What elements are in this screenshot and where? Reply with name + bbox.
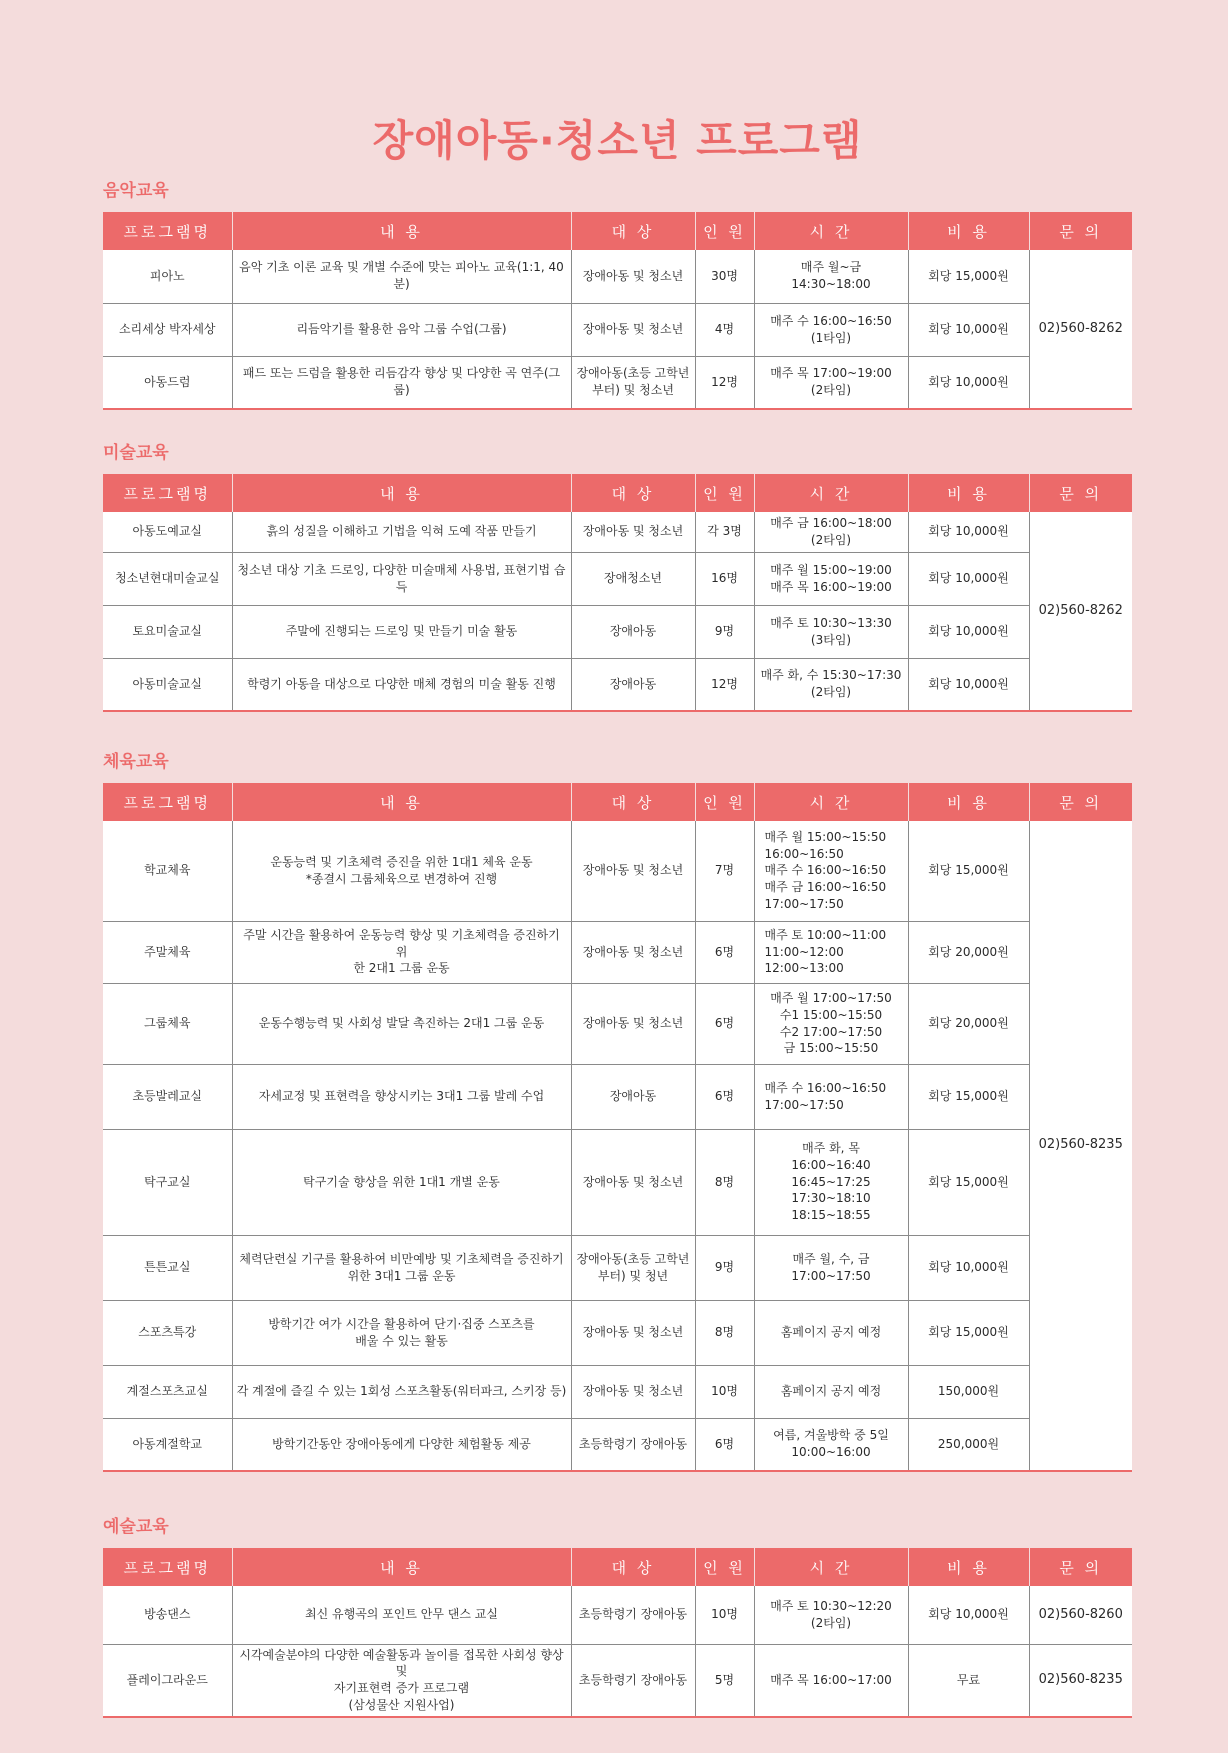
section-music xyxy=(103,180,1132,410)
program-target: 장애아동 및 청소년 xyxy=(571,303,695,356)
program-content: 주말에 진행되는 드로잉 및 만들기 미술 활동 xyxy=(232,605,571,658)
program-table xyxy=(103,783,1132,1472)
program-target: 장애아동 xyxy=(571,605,695,658)
program-target: 초등학령기 장애아동 xyxy=(571,1418,695,1471)
program-cost: 회당 10,000원 xyxy=(908,356,1029,409)
program-cost: 회당 10,000원 xyxy=(908,1586,1029,1644)
program-name: 스포츠특강 xyxy=(103,1300,232,1365)
program-name: 학교체육 xyxy=(103,821,232,921)
section-title: 미술교육 xyxy=(103,443,169,463)
program-cost: 회당 15,000원 xyxy=(908,1064,1029,1129)
program-target: 초등학령기 장애아동 xyxy=(571,1586,695,1644)
program-content: 탁구기술 향상을 위한 1대1 개별 운동 xyxy=(232,1129,571,1235)
header-content: 내 용 xyxy=(232,783,571,821)
program-time: 매주 월 15:00~19:00 매주 목 16:00~19:00 xyxy=(754,552,908,605)
contact-phone: 02)560-8235 xyxy=(1029,821,1132,1471)
program-content: 운동능력 및 기초체력 증진을 위한 1대1 체육 운동 *종결시 그룹체육으로 변경하여 진행 xyxy=(232,821,571,921)
program-name: 플레이그라운드 xyxy=(126,1672,208,1687)
program-name: 토요미술교실 xyxy=(103,605,232,658)
contact-phone: 02)560-8262 xyxy=(1029,250,1132,409)
program-count: 9명 xyxy=(695,605,754,658)
program-cost: 150,000원 xyxy=(908,1365,1029,1418)
section-title: 음악교육 xyxy=(103,181,169,201)
table-row xyxy=(103,1418,1132,1471)
program-content: 패드 또는 드럼을 활용한 리듬감각 향상 및 다양한 곡 연주(그룹) xyxy=(232,356,571,409)
program-time: 홈페이지 공지 예정 xyxy=(754,1365,908,1418)
program-target: 장애아동 및 청소년 xyxy=(571,983,695,1064)
table-row xyxy=(103,1644,1132,1717)
program-cost: 회당 20,000원 xyxy=(908,983,1029,1064)
program-count: 12명 xyxy=(695,658,754,711)
header-contact: 문 의 xyxy=(1029,474,1132,512)
header-content: 내 용 xyxy=(232,212,571,250)
program-time: 매주 목 16:00~17:00 xyxy=(754,1644,908,1717)
program-count: 6명 xyxy=(695,1418,754,1471)
program-table xyxy=(103,212,1132,410)
program-time: 홈페이지 공지 예정 xyxy=(754,1300,908,1365)
program-time: 매주 수 16:00~16:50 (1타임) xyxy=(754,303,908,356)
program-count: 10명 xyxy=(695,1586,754,1644)
program-time: 여름, 겨울방학 중 5일 10:00~16:00 xyxy=(754,1418,908,1471)
program-time: 매주 토 10:30~13:30 (3타임) xyxy=(754,605,908,658)
program-time: 매주 월 15:00~15:50 16:00~16:50 매주 수 16:00~16:50 매주 금 16:00~16:50 17:00~17:50 xyxy=(754,821,908,921)
header-content: 내 용 xyxy=(232,474,571,512)
program-time: 매주 토 10:00~11:00 11:00~12:00 12:00~13:00 xyxy=(754,921,908,983)
header-cost: 비 용 xyxy=(908,212,1029,250)
header-program: 프로그램명 xyxy=(103,783,232,821)
program-target: 장애아동 및 청소년 xyxy=(571,821,695,921)
program-content: 주말 시간을 활용하여 운동능력 향상 및 기초체력을 증진하기 위 한 2대1 그룹 운동 xyxy=(232,921,571,983)
header-count: 인 원 xyxy=(695,212,754,250)
program-cost: 무료 xyxy=(908,1644,1029,1717)
program-content: 학령기 아동을 대상으로 다양한 매체 경험의 미술 활동 진행 xyxy=(232,658,571,711)
program-name: 아동계절학교 xyxy=(132,1436,203,1451)
program-count: 7명 xyxy=(695,821,754,921)
program-target: 장애청소년 xyxy=(571,552,695,605)
header-cost: 비 용 xyxy=(908,783,1029,821)
program-name: 튼튼교실 xyxy=(103,1235,232,1300)
program-target: 장애아동 및 청소년 xyxy=(571,921,695,983)
section-title: 예술교육 xyxy=(103,1517,169,1537)
program-table xyxy=(103,474,1132,712)
program-cost: 회당 10,000원 xyxy=(908,658,1029,711)
program-count: 5명 xyxy=(695,1644,754,1717)
program-target: 장애아동 및 청소년 xyxy=(571,1365,695,1418)
header-target: 대 상 xyxy=(571,783,695,821)
program-cost: 회당 10,000원 xyxy=(908,512,1029,552)
program-name: 소리세상 박자세상 xyxy=(103,303,232,356)
program-target: 장애아동(초등 고학년 부터) 및 청소년 xyxy=(571,356,695,409)
program-cost: 회당 15,000원 xyxy=(908,821,1029,921)
program-content: 방학기간 여가 시간을 활용하여 단기·집중 스포츠를 배울 수 있는 활동 xyxy=(232,1300,571,1365)
program-cost: 회당 10,000원 xyxy=(908,303,1029,356)
program-name: 탁구교실 xyxy=(103,1129,232,1235)
program-time: 매주 화, 목 16:00~16:40 16:45~17:25 17:30~18:10 18:15~18:55 xyxy=(754,1129,908,1235)
program-content: 운동수행능력 및 사회성 발달 촉진하는 2대1 그룹 운동 xyxy=(232,983,571,1064)
program-target: 장애아동 및 청소년 xyxy=(571,250,695,303)
program-content: 시각예술분야의 다양한 예술활동과 놀이를 접목한 사회성 향상 및 자기표현력 증가 프로그램 (삼성물산 지원사업) xyxy=(232,1644,571,1717)
table-row xyxy=(103,605,1132,658)
program-count: 9명 xyxy=(695,1235,754,1300)
header-cost: 비 용 xyxy=(908,474,1029,512)
contact-phone: 02)560-8260 xyxy=(1029,1586,1132,1644)
program-count: 30명 xyxy=(695,250,754,303)
table-row xyxy=(103,921,1132,983)
header-contact: 문 의 xyxy=(1029,212,1132,250)
header-target: 대 상 xyxy=(571,212,695,250)
header-program: 프로그램명 xyxy=(103,212,232,250)
table-row xyxy=(103,250,1132,303)
header-time: 시 간 xyxy=(754,1548,908,1586)
header-time: 시 간 xyxy=(754,212,908,250)
program-time: 매주 월~금 14:30~18:00 xyxy=(754,250,908,303)
header-count: 인 원 xyxy=(695,1548,754,1586)
program-cost: 회당 15,000원 xyxy=(908,1300,1029,1365)
program-content: 청소년 대상 기초 드로잉, 다양한 미술매체 사용법, 표현기법 습득 xyxy=(232,552,571,605)
program-target: 초등학령기 장애아동 xyxy=(571,1644,695,1717)
contact-phone: 02)560-8235 xyxy=(1029,1644,1132,1717)
program-count: 16명 xyxy=(695,552,754,605)
program-content: 방학기간동안 장애아동에게 다양한 체험활동 제공 xyxy=(232,1418,571,1471)
program-name: 아동드럼 xyxy=(144,374,191,389)
program-table xyxy=(103,1548,1132,1718)
program-count: 10명 xyxy=(695,1365,754,1418)
program-name: 아동미술교실 xyxy=(132,676,203,691)
program-time: 매주 화, 수 15:30~17:30 (2타임) xyxy=(754,658,908,711)
table-row xyxy=(103,1300,1132,1365)
table-row xyxy=(103,356,1132,409)
section-performing-arts xyxy=(103,1516,1132,1718)
table-row xyxy=(103,1235,1132,1300)
header-content: 내 용 xyxy=(232,1548,571,1586)
header-program: 프로그램명 xyxy=(103,1548,232,1586)
program-cost: 250,000원 xyxy=(908,1418,1029,1471)
program-count: 6명 xyxy=(695,921,754,983)
program-time: 매주 토 10:30~12:20 (2타임) xyxy=(754,1586,908,1644)
program-count: 6명 xyxy=(695,983,754,1064)
program-count: 각 3명 xyxy=(695,512,754,552)
header-cost: 비 용 xyxy=(908,1548,1029,1586)
table-row xyxy=(103,658,1132,711)
program-content: 각 계절에 즐길 수 있는 1회성 스포츠활동(워터파크, 스키장 등) xyxy=(232,1365,571,1418)
program-content: 체력단련실 기구를 활용하여 비만예방 및 기초체력을 증진하기 위한 3대1 그룹 운동 xyxy=(232,1235,571,1300)
program-content: 음악 기초 이론 교육 및 개별 수준에 맞는 피아노 교육(1:1, 40분) xyxy=(232,250,571,303)
table-row xyxy=(103,1064,1132,1129)
program-count: 6명 xyxy=(695,1064,754,1129)
program-name: 그룹체육 xyxy=(103,983,232,1064)
program-cost: 회당 10,000원 xyxy=(908,552,1029,605)
header-time: 시 간 xyxy=(754,783,908,821)
table-row xyxy=(103,983,1132,1064)
program-content: 흙의 성질을 이해하고 기법을 익혀 도예 작품 만들기 xyxy=(232,512,571,552)
table-row xyxy=(103,821,1132,921)
header-count: 인 원 xyxy=(695,474,754,512)
header-time: 시 간 xyxy=(754,474,908,512)
header-program: 프로그램명 xyxy=(103,474,232,512)
table-row xyxy=(103,552,1132,605)
program-name: 청소년현대미술교실 xyxy=(103,552,232,605)
program-time: 매주 월, 수, 금 17:00~17:50 xyxy=(754,1235,908,1300)
program-target: 장애아동 xyxy=(571,1064,695,1129)
program-target: 장애아동 및 청소년 xyxy=(571,1129,695,1235)
program-target: 장애아동 xyxy=(571,658,695,711)
table-row xyxy=(103,303,1132,356)
program-time: 매주 목 17:00~19:00 (2타임) xyxy=(754,356,908,409)
section-sports xyxy=(103,751,1132,1472)
program-count: 4명 xyxy=(695,303,754,356)
program-count: 8명 xyxy=(695,1300,754,1365)
section-art xyxy=(103,442,1132,712)
program-name: 피아노 xyxy=(103,250,232,303)
program-time: 매주 금 16:00~18:00 (2타임) xyxy=(754,512,908,552)
program-content: 리듬악기를 활용한 음악 그룹 수업(그룹) xyxy=(232,303,571,356)
header-target: 대 상 xyxy=(571,474,695,512)
program-name: 초등발레교실 xyxy=(103,1064,232,1129)
header-contact: 문 의 xyxy=(1029,1548,1132,1586)
table-row xyxy=(103,1129,1132,1235)
program-target: 장애아동 및 청소년 xyxy=(571,512,695,552)
table-row xyxy=(103,512,1132,552)
program-target: 장애아동 및 청소년 xyxy=(571,1300,695,1365)
program-cost: 회당 15,000원 xyxy=(908,250,1029,303)
header-count: 인 원 xyxy=(695,783,754,821)
program-name: 주말체육 xyxy=(103,921,232,983)
program-name: 계절스포츠교실 xyxy=(103,1365,232,1418)
program-target: 장애아동(초등 고학년 부터) 및 청년 xyxy=(571,1235,695,1300)
program-time: 매주 수 16:00~16:50 17:00~17:50 xyxy=(754,1064,908,1129)
program-cost: 회당 20,000원 xyxy=(908,921,1029,983)
header-target: 대 상 xyxy=(571,1548,695,1586)
program-time: 매주 월 17:00~17:50 수1 15:00~15:50 수2 17:00~17:50 금 15:00~15:50 xyxy=(754,983,908,1064)
header-contact: 문 의 xyxy=(1029,783,1132,821)
program-count: 8명 xyxy=(695,1129,754,1235)
program-name: 방송댄스 xyxy=(103,1586,232,1644)
section-title: 체육교육 xyxy=(103,752,169,772)
table-row xyxy=(103,1586,1132,1644)
program-name: 아동도예교실 xyxy=(103,512,232,552)
contact-phone: 02)560-8262 xyxy=(1029,512,1132,711)
program-cost: 회당 10,000원 xyxy=(908,605,1029,658)
program-content: 자세교정 및 표현력을 향상시키는 3대1 그룹 발레 수업 xyxy=(232,1064,571,1129)
program-count: 12명 xyxy=(695,356,754,409)
table-row xyxy=(103,1365,1132,1418)
program-cost: 회당 15,000원 xyxy=(908,1129,1029,1235)
program-cost: 회당 10,000원 xyxy=(908,1235,1029,1300)
page-title: 장애아동·청소년 프로그램 xyxy=(372,116,863,165)
program-content: 최신 유행곡의 포인트 안무 댄스 교실 xyxy=(232,1586,571,1644)
